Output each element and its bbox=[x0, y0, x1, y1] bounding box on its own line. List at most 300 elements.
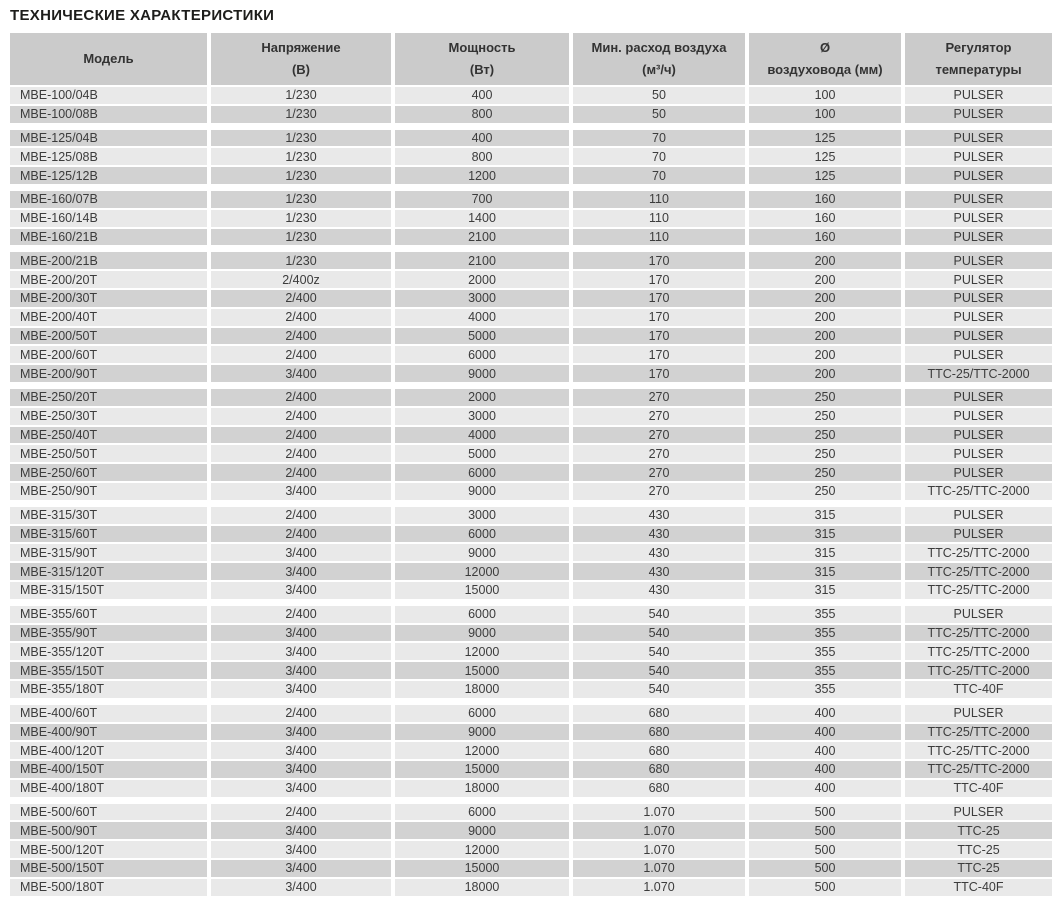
power-cell: 18000 bbox=[395, 681, 569, 698]
model-group-mbe-160 bbox=[10, 191, 1052, 245]
diameter-cell: 355 bbox=[749, 606, 901, 623]
airflow-cell: 70 bbox=[573, 148, 745, 165]
model-cell: MBE-125/12B bbox=[10, 167, 207, 184]
model-cell: MBE-200/40T bbox=[10, 309, 207, 326]
diameter-cell: 250 bbox=[749, 389, 901, 406]
model-cell: MBE-315/60T bbox=[10, 526, 207, 543]
diameter-cell: 500 bbox=[749, 822, 901, 839]
power-cell: 6000 bbox=[395, 464, 569, 481]
model-cell: MBE-100/08B bbox=[10, 106, 207, 123]
power-cell: 9000 bbox=[395, 822, 569, 839]
voltage-cell: 3/400 bbox=[211, 860, 391, 877]
diameter-cell: 160 bbox=[749, 210, 901, 227]
voltage-cell: 3/400 bbox=[211, 879, 391, 896]
airflow-cell: 430 bbox=[573, 582, 745, 599]
regulator-cell: TTC-25/TTC-2000 bbox=[905, 625, 1052, 642]
model-cell: MBE-250/40T bbox=[10, 427, 207, 444]
airflow-cell: 110 bbox=[573, 210, 745, 227]
model-cell: MBE-315/30T bbox=[10, 507, 207, 524]
power-cell: 1200 bbox=[395, 167, 569, 184]
diameter-cell: 315 bbox=[749, 582, 901, 599]
table-row bbox=[10, 582, 1052, 599]
airflow-cell: 170 bbox=[573, 346, 745, 363]
voltage-cell: 3/400 bbox=[211, 724, 391, 741]
airflow-cell: 540 bbox=[573, 681, 745, 698]
airflow-cell: 430 bbox=[573, 563, 745, 580]
model-cell: MBE-500/60T bbox=[10, 804, 207, 821]
power-cell: 6000 bbox=[395, 526, 569, 543]
voltage-cell: 2/400 bbox=[211, 346, 391, 363]
voltage-cell: 1/230 bbox=[211, 210, 391, 227]
column-header-diameter bbox=[749, 33, 901, 85]
regulator-cell: TTC-25/TTC-2000 bbox=[905, 544, 1052, 561]
column-label: Мин. расход воздуха bbox=[591, 39, 727, 55]
regulator-cell: PULSER bbox=[905, 106, 1052, 123]
voltage-cell: 2/400z bbox=[211, 271, 391, 288]
model-cell: MBE-125/08B bbox=[10, 148, 207, 165]
model-group-mbe-400 bbox=[10, 705, 1052, 797]
model-cell: MBE-355/60T bbox=[10, 606, 207, 623]
airflow-cell: 170 bbox=[573, 328, 745, 345]
model-cell: MBE-355/120T bbox=[10, 643, 207, 660]
airflow-cell: 540 bbox=[573, 643, 745, 660]
airflow-cell: 540 bbox=[573, 625, 745, 642]
regulator-cell: PULSER bbox=[905, 229, 1052, 246]
power-cell: 9000 bbox=[395, 544, 569, 561]
voltage-cell: 1/230 bbox=[211, 252, 391, 269]
voltage-cell: 2/400 bbox=[211, 408, 391, 425]
voltage-cell: 3/400 bbox=[211, 625, 391, 642]
model-group-mbe-355 bbox=[10, 606, 1052, 698]
model-cell: MBE-500/180T bbox=[10, 879, 207, 896]
model-cell: MBE-200/30T bbox=[10, 290, 207, 307]
regulator-cell: PULSER bbox=[905, 167, 1052, 184]
model-cell: MBE-315/150T bbox=[10, 582, 207, 599]
power-cell: 15000 bbox=[395, 761, 569, 778]
table-row bbox=[10, 879, 1052, 896]
table-row bbox=[10, 681, 1052, 698]
model-cell: MBE-250/60T bbox=[10, 464, 207, 481]
model-cell: MBE-200/21B bbox=[10, 252, 207, 269]
model-cell: MBE-400/180T bbox=[10, 780, 207, 797]
regulator-cell: PULSER bbox=[905, 346, 1052, 363]
airflow-cell: 680 bbox=[573, 742, 745, 759]
table-row bbox=[10, 427, 1052, 444]
diameter-cell: 315 bbox=[749, 544, 901, 561]
voltage-cell: 1/230 bbox=[211, 167, 391, 184]
voltage-cell: 2/400 bbox=[211, 309, 391, 326]
power-cell: 400 bbox=[395, 130, 569, 147]
power-cell: 2100 bbox=[395, 229, 569, 246]
regulator-cell: TTC-40F bbox=[905, 681, 1052, 698]
regulator-cell: PULSER bbox=[905, 526, 1052, 543]
diameter-cell: 400 bbox=[749, 742, 901, 759]
power-cell: 12000 bbox=[395, 563, 569, 580]
power-cell: 2000 bbox=[395, 389, 569, 406]
power-cell: 6000 bbox=[395, 705, 569, 722]
regulator-cell: PULSER bbox=[905, 389, 1052, 406]
voltage-cell: 2/400 bbox=[211, 526, 391, 543]
voltage-cell: 3/400 bbox=[211, 365, 391, 382]
voltage-cell: 2/400 bbox=[211, 427, 391, 444]
model-cell: MBE-100/04B bbox=[10, 87, 207, 104]
airflow-cell: 110 bbox=[573, 229, 745, 246]
airflow-cell: 680 bbox=[573, 761, 745, 778]
table-row bbox=[10, 167, 1052, 184]
diameter-cell: 355 bbox=[749, 643, 901, 660]
voltage-cell: 3/400 bbox=[211, 582, 391, 599]
regulator-cell: TTC-25/TTC-2000 bbox=[905, 662, 1052, 679]
regulator-cell: PULSER bbox=[905, 309, 1052, 326]
diameter-cell: 250 bbox=[749, 408, 901, 425]
power-cell: 4000 bbox=[395, 309, 569, 326]
voltage-cell: 3/400 bbox=[211, 483, 391, 500]
model-cell: MBE-250/90T bbox=[10, 483, 207, 500]
diameter-cell: 160 bbox=[749, 229, 901, 246]
airflow-cell: 540 bbox=[573, 606, 745, 623]
regulator-cell: TTC-40F bbox=[905, 780, 1052, 797]
voltage-cell: 2/400 bbox=[211, 290, 391, 307]
diameter-cell: 355 bbox=[749, 625, 901, 642]
model-cell: MBE-200/60T bbox=[10, 346, 207, 363]
airflow-cell: 1.070 bbox=[573, 879, 745, 896]
table-row bbox=[10, 822, 1052, 839]
power-cell: 6000 bbox=[395, 346, 569, 363]
regulator-cell: PULSER bbox=[905, 606, 1052, 623]
airflow-cell: 50 bbox=[573, 106, 745, 123]
power-cell: 3000 bbox=[395, 408, 569, 425]
table-row bbox=[10, 271, 1052, 288]
power-cell: 12000 bbox=[395, 742, 569, 759]
column-sublabel: воздуховода (мм) bbox=[767, 61, 883, 77]
model-cell: MBE-500/150T bbox=[10, 860, 207, 877]
diameter-cell: 355 bbox=[749, 681, 901, 698]
table-row bbox=[10, 841, 1052, 858]
airflow-cell: 430 bbox=[573, 526, 745, 543]
column-label: Ø bbox=[819, 39, 831, 55]
table-row bbox=[10, 210, 1052, 227]
diameter-cell: 250 bbox=[749, 427, 901, 444]
power-cell: 9000 bbox=[395, 483, 569, 500]
regulator-cell: PULSER bbox=[905, 210, 1052, 227]
table-row bbox=[10, 625, 1052, 642]
regulator-cell: PULSER bbox=[905, 445, 1052, 462]
column-header-model bbox=[10, 33, 207, 85]
airflow-cell: 680 bbox=[573, 705, 745, 722]
table-row bbox=[10, 389, 1052, 406]
table-row bbox=[10, 290, 1052, 307]
column-sublabel: (Вт) bbox=[469, 61, 495, 77]
column-sublabel: (В) bbox=[291, 61, 311, 77]
airflow-cell: 110 bbox=[573, 191, 745, 208]
model-cell: MBE-315/120T bbox=[10, 563, 207, 580]
voltage-cell: 2/400 bbox=[211, 328, 391, 345]
voltage-cell: 3/400 bbox=[211, 761, 391, 778]
table-row bbox=[10, 526, 1052, 543]
table-row bbox=[10, 445, 1052, 462]
voltage-cell: 3/400 bbox=[211, 742, 391, 759]
model-cell: MBE-160/21B bbox=[10, 229, 207, 246]
column-header-airflow bbox=[573, 33, 745, 85]
table-row bbox=[10, 252, 1052, 269]
table-row bbox=[10, 229, 1052, 246]
diameter-cell: 400 bbox=[749, 705, 901, 722]
column-sublabel: (м³/ч) bbox=[642, 61, 676, 77]
airflow-cell: 170 bbox=[573, 290, 745, 307]
airflow-cell: 1.070 bbox=[573, 804, 745, 821]
regulator-cell: PULSER bbox=[905, 191, 1052, 208]
power-cell: 800 bbox=[395, 148, 569, 165]
diameter-cell: 500 bbox=[749, 879, 901, 896]
power-cell: 18000 bbox=[395, 780, 569, 797]
regulator-cell: PULSER bbox=[905, 87, 1052, 104]
voltage-cell: 3/400 bbox=[211, 563, 391, 580]
regulator-cell: TTC-25/TTC-2000 bbox=[905, 563, 1052, 580]
regulator-cell: PULSER bbox=[905, 427, 1052, 444]
airflow-cell: 680 bbox=[573, 724, 745, 741]
power-cell: 2000 bbox=[395, 271, 569, 288]
power-cell: 5000 bbox=[395, 445, 569, 462]
model-cell: MBE-400/90T bbox=[10, 724, 207, 741]
model-cell: MBE-315/90T bbox=[10, 544, 207, 561]
model-group-mbe-200 bbox=[10, 252, 1052, 382]
airflow-cell: 430 bbox=[573, 544, 745, 561]
airflow-cell: 50 bbox=[573, 87, 745, 104]
table-row bbox=[10, 705, 1052, 722]
power-cell: 9000 bbox=[395, 365, 569, 382]
table-row bbox=[10, 780, 1052, 797]
diameter-cell: 125 bbox=[749, 130, 901, 147]
power-cell: 6000 bbox=[395, 804, 569, 821]
regulator-cell: PULSER bbox=[905, 148, 1052, 165]
column-label: Регулятор bbox=[945, 39, 1012, 55]
power-cell: 15000 bbox=[395, 860, 569, 877]
model-group-mbe-500 bbox=[10, 804, 1052, 896]
diameter-cell: 500 bbox=[749, 804, 901, 821]
diameter-cell: 500 bbox=[749, 841, 901, 858]
voltage-cell: 1/230 bbox=[211, 148, 391, 165]
voltage-cell: 1/230 bbox=[211, 106, 391, 123]
table-row bbox=[10, 563, 1052, 580]
column-label: Напряжение bbox=[261, 39, 341, 55]
model-group-mbe-125 bbox=[10, 130, 1052, 184]
diameter-cell: 200 bbox=[749, 328, 901, 345]
airflow-cell: 170 bbox=[573, 365, 745, 382]
table-row bbox=[10, 408, 1052, 425]
table-row bbox=[10, 544, 1052, 561]
model-group-mbe-315 bbox=[10, 507, 1052, 599]
power-cell: 12000 bbox=[395, 841, 569, 858]
regulator-cell: PULSER bbox=[905, 464, 1052, 481]
power-cell: 18000 bbox=[395, 879, 569, 896]
regulator-cell: PULSER bbox=[905, 130, 1052, 147]
regulator-cell: TTC-25/TTC-2000 bbox=[905, 483, 1052, 500]
table-row bbox=[10, 483, 1052, 500]
model-cell: MBE-160/14B bbox=[10, 210, 207, 227]
model-cell: MBE-400/150T bbox=[10, 761, 207, 778]
airflow-cell: 270 bbox=[573, 483, 745, 500]
regulator-cell: PULSER bbox=[905, 271, 1052, 288]
diameter-cell: 200 bbox=[749, 290, 901, 307]
table-row bbox=[10, 662, 1052, 679]
diameter-cell: 200 bbox=[749, 365, 901, 382]
power-cell: 12000 bbox=[395, 643, 569, 660]
regulator-cell: PULSER bbox=[905, 804, 1052, 821]
table-row bbox=[10, 191, 1052, 208]
regulator-cell: PULSER bbox=[905, 507, 1052, 524]
table-row bbox=[10, 507, 1052, 524]
diameter-cell: 315 bbox=[749, 563, 901, 580]
page-title: ТЕХНИЧЕСКИЕ ХАРАКТЕРИСТИКИ bbox=[10, 7, 275, 24]
airflow-cell: 270 bbox=[573, 445, 745, 462]
diameter-cell: 125 bbox=[749, 167, 901, 184]
regulator-cell: TTC-25/TTC-2000 bbox=[905, 643, 1052, 660]
model-cell: MBE-250/20T bbox=[10, 389, 207, 406]
airflow-cell: 430 bbox=[573, 507, 745, 524]
voltage-cell: 3/400 bbox=[211, 780, 391, 797]
regulator-cell: TTC-25/TTC-2000 bbox=[905, 582, 1052, 599]
diameter-cell: 200 bbox=[749, 271, 901, 288]
airflow-cell: 1.070 bbox=[573, 841, 745, 858]
model-cell: MBE-200/90T bbox=[10, 365, 207, 382]
table-row bbox=[10, 724, 1052, 741]
table-row bbox=[10, 148, 1052, 165]
diameter-cell: 500 bbox=[749, 860, 901, 877]
regulator-cell: TTC-40F bbox=[905, 879, 1052, 896]
voltage-cell: 3/400 bbox=[211, 662, 391, 679]
power-cell: 15000 bbox=[395, 582, 569, 599]
diameter-cell: 400 bbox=[749, 761, 901, 778]
table-row bbox=[10, 87, 1052, 104]
diameter-cell: 400 bbox=[749, 724, 901, 741]
table-row bbox=[10, 328, 1052, 345]
airflow-cell: 270 bbox=[573, 427, 745, 444]
model-cell: MBE-200/50T bbox=[10, 328, 207, 345]
diameter-cell: 250 bbox=[749, 445, 901, 462]
airflow-cell: 270 bbox=[573, 408, 745, 425]
airflow-cell: 270 bbox=[573, 464, 745, 481]
airflow-cell: 70 bbox=[573, 130, 745, 147]
regulator-cell: TTC-25/TTC-2000 bbox=[905, 365, 1052, 382]
voltage-cell: 1/230 bbox=[211, 87, 391, 104]
table-row bbox=[10, 742, 1052, 759]
airflow-cell: 170 bbox=[573, 252, 745, 269]
model-cell: MBE-355/180T bbox=[10, 681, 207, 698]
power-cell: 4000 bbox=[395, 427, 569, 444]
table-row bbox=[10, 606, 1052, 623]
airflow-cell: 1.070 bbox=[573, 860, 745, 877]
diameter-cell: 315 bbox=[749, 526, 901, 543]
table-row bbox=[10, 365, 1052, 382]
power-cell: 5000 bbox=[395, 328, 569, 345]
regulator-cell: PULSER bbox=[905, 252, 1052, 269]
table-row bbox=[10, 309, 1052, 326]
diameter-cell: 315 bbox=[749, 507, 901, 524]
model-group-mbe-250 bbox=[10, 389, 1052, 500]
regulator-cell: TTC-25 bbox=[905, 860, 1052, 877]
column-header-regulator bbox=[905, 33, 1052, 85]
voltage-cell: 3/400 bbox=[211, 681, 391, 698]
diameter-cell: 100 bbox=[749, 87, 901, 104]
regulator-cell: TTC-25/TTC-2000 bbox=[905, 724, 1052, 741]
airflow-cell: 270 bbox=[573, 389, 745, 406]
table-row bbox=[10, 130, 1052, 147]
power-cell: 700 bbox=[395, 191, 569, 208]
diameter-cell: 200 bbox=[749, 346, 901, 363]
voltage-cell: 1/230 bbox=[211, 130, 391, 147]
regulator-cell: PULSER bbox=[905, 290, 1052, 307]
voltage-cell: 2/400 bbox=[211, 464, 391, 481]
airflow-cell: 680 bbox=[573, 780, 745, 797]
table-row bbox=[10, 106, 1052, 123]
regulator-cell: TTC-25 bbox=[905, 841, 1052, 858]
voltage-cell: 3/400 bbox=[211, 841, 391, 858]
airflow-cell: 540 bbox=[573, 662, 745, 679]
power-cell: 3000 bbox=[395, 290, 569, 307]
diameter-cell: 200 bbox=[749, 309, 901, 326]
diameter-cell: 125 bbox=[749, 148, 901, 165]
model-cell: MBE-250/30T bbox=[10, 408, 207, 425]
table-row bbox=[10, 761, 1052, 778]
airflow-cell: 170 bbox=[573, 309, 745, 326]
model-cell: MBE-355/90T bbox=[10, 625, 207, 642]
model-cell: MBE-500/90T bbox=[10, 822, 207, 839]
power-cell: 2100 bbox=[395, 252, 569, 269]
power-cell: 400 bbox=[395, 87, 569, 104]
table-header-row bbox=[10, 33, 1052, 85]
model-cell: MBE-500/120T bbox=[10, 841, 207, 858]
power-cell: 9000 bbox=[395, 724, 569, 741]
diameter-cell: 250 bbox=[749, 464, 901, 481]
diameter-cell: 200 bbox=[749, 252, 901, 269]
voltage-cell: 1/230 bbox=[211, 191, 391, 208]
regulator-cell: TTC-25/TTC-2000 bbox=[905, 761, 1052, 778]
regulator-cell: TTC-25 bbox=[905, 822, 1052, 839]
voltage-cell: 1/230 bbox=[211, 229, 391, 246]
model-cell: MBE-160/07B bbox=[10, 191, 207, 208]
column-header-voltage bbox=[211, 33, 391, 85]
table-row bbox=[10, 860, 1052, 877]
model-cell: MBE-355/150T bbox=[10, 662, 207, 679]
diameter-cell: 160 bbox=[749, 191, 901, 208]
regulator-cell: TTC-25/TTC-2000 bbox=[905, 742, 1052, 759]
voltage-cell: 2/400 bbox=[211, 705, 391, 722]
column-label: Модель bbox=[83, 50, 134, 66]
table-row bbox=[10, 464, 1052, 481]
power-cell: 1400 bbox=[395, 210, 569, 227]
airflow-cell: 70 bbox=[573, 167, 745, 184]
airflow-cell: 170 bbox=[573, 271, 745, 288]
model-cell: MBE-400/120T bbox=[10, 742, 207, 759]
voltage-cell: 2/400 bbox=[211, 606, 391, 623]
diameter-cell: 400 bbox=[749, 780, 901, 797]
model-cell: MBE-200/20T bbox=[10, 271, 207, 288]
regulator-cell: PULSER bbox=[905, 408, 1052, 425]
spec-table bbox=[10, 33, 1052, 896]
table-row bbox=[10, 643, 1052, 660]
model-cell: MBE-400/60T bbox=[10, 705, 207, 722]
airflow-cell: 1.070 bbox=[573, 822, 745, 839]
diameter-cell: 100 bbox=[749, 106, 901, 123]
voltage-cell: 2/400 bbox=[211, 804, 391, 821]
model-cell: MBE-250/50T bbox=[10, 445, 207, 462]
model-cell: MBE-125/04B bbox=[10, 130, 207, 147]
model-group-mbe-100 bbox=[10, 87, 1052, 123]
table-row bbox=[10, 804, 1052, 821]
power-cell: 3000 bbox=[395, 507, 569, 524]
voltage-cell: 3/400 bbox=[211, 822, 391, 839]
regulator-cell: PULSER bbox=[905, 328, 1052, 345]
